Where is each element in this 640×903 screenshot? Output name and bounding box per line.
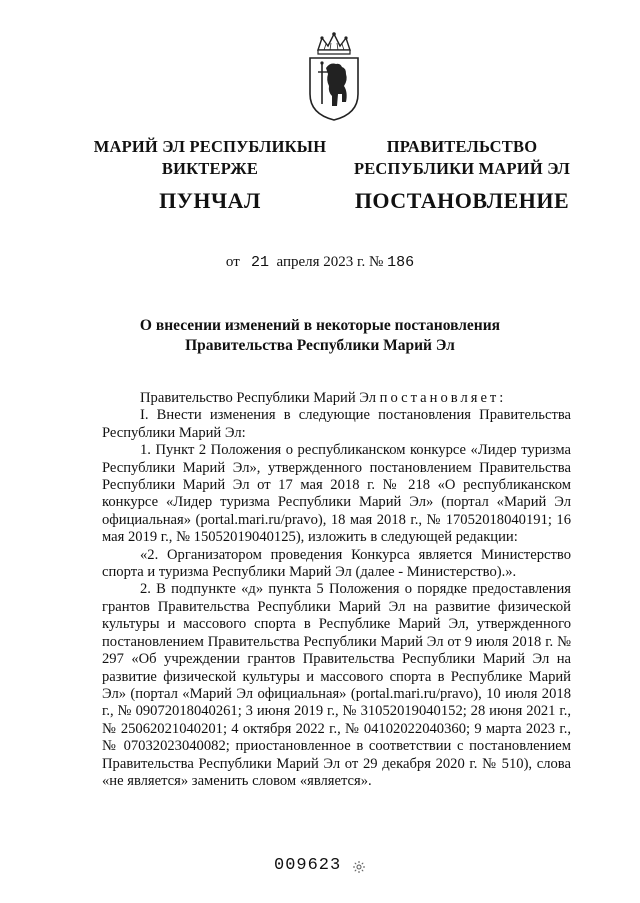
document-title [80,316,560,356]
body-paragraph-preamble [102,390,571,407]
header-left-line1: МАРИЙ ЭЛ РЕСПУБЛИКЫН [93,137,327,156]
body-paragraph-section-1: I. Внести изменения в следующие постановления Правительства Республики Марий Эл: [102,407,571,441]
header-right-block [332,136,592,216]
coat-of-arms-bear-icon [304,30,364,122]
header-right-line1: ПРАВИТЕЛЬСТВО [386,137,538,156]
body-paragraph-item-1: 1. Пункт 2 Положения о республиканском конкурсе «Лидер туризма Республики Марий Эл», утвержденного постановлением Правительства Республики Марий Эл от 17 мая 2018 г. № 218 «О республиканском конкурсе «Лидер туризма Республики Марий Эл» (портал «Марий Эл официальная» (portal.mari.ru/pravo), 18 мая 2018 г., № 17052018040191; 16 мая 2019 г., № 15052019040125), изложить в следующей редакции: [102,442,571,546]
preamble-text: Правительство Республики Марий Эл [140,390,380,406]
header-left-doc-type: ПУНЧАЛ [159,188,261,213]
title-line1: О внесении изменений в некоторые постановления [139,317,501,334]
document-number: 186 [387,254,415,271]
title-line2: Правительства Республики Марий Эл [185,337,455,354]
date-prefix: от [225,254,240,270]
body-paragraph-new-wording: «2. Организатором проведения Конкурса является Министерство спорта и туризма Республики Марий Эл (далее - Министерство).». [102,546,571,581]
header-left-block [80,136,340,216]
document-body [102,390,571,790]
header-right-doc-type: ПОСТАНОВЛЕНИЕ [354,188,570,213]
date-line [0,252,640,273]
rosette-mark-icon [352,860,366,874]
preamble-decree-word: постановляет: [379,390,507,406]
header-left-line2: ВИКТЕРЖЕ [161,159,259,178]
header-right-line2: РЕСПУБЛИКИ МАРИЙ ЭЛ [353,159,571,178]
date-day: 21 [251,254,270,271]
body-paragraph-item-2: 2. В подпункте «д» пункта 5 Положения о порядке предоставления грантов Правительства Республики Марий Эл на развитие физической культуры и массового спорта в Республике Марий Эл, утвержденного постановлением Правительства Республики Марий Эл от 9 июля 2018 г. № 297 «Об учреждении грантов Правительства Республики Марий Эл на развитие физической культуры и массового спорта в Республике Марий Эл» (портал «Марий Эл официальная» (portal.mari.ru/pravo), 10 июля 2018 г., № 09072018040261; 3 июня 2019 г., № 31052019040152; 28 июня 2021 г., № 25062021040201; 4 октября 2022 г., № 04102022040360; 9 марта 2023 г., № 07032023040082; приостановленное в соответствии с постановлением Правительства Республики Марий Эл от 29 декабря 2020 г. № 510), слова «не является» заменить словом «является». [102,581,571,789]
date-month-year: апреля 2023 г. № [276,254,384,270]
serial-number: 009623 [274,856,342,875]
